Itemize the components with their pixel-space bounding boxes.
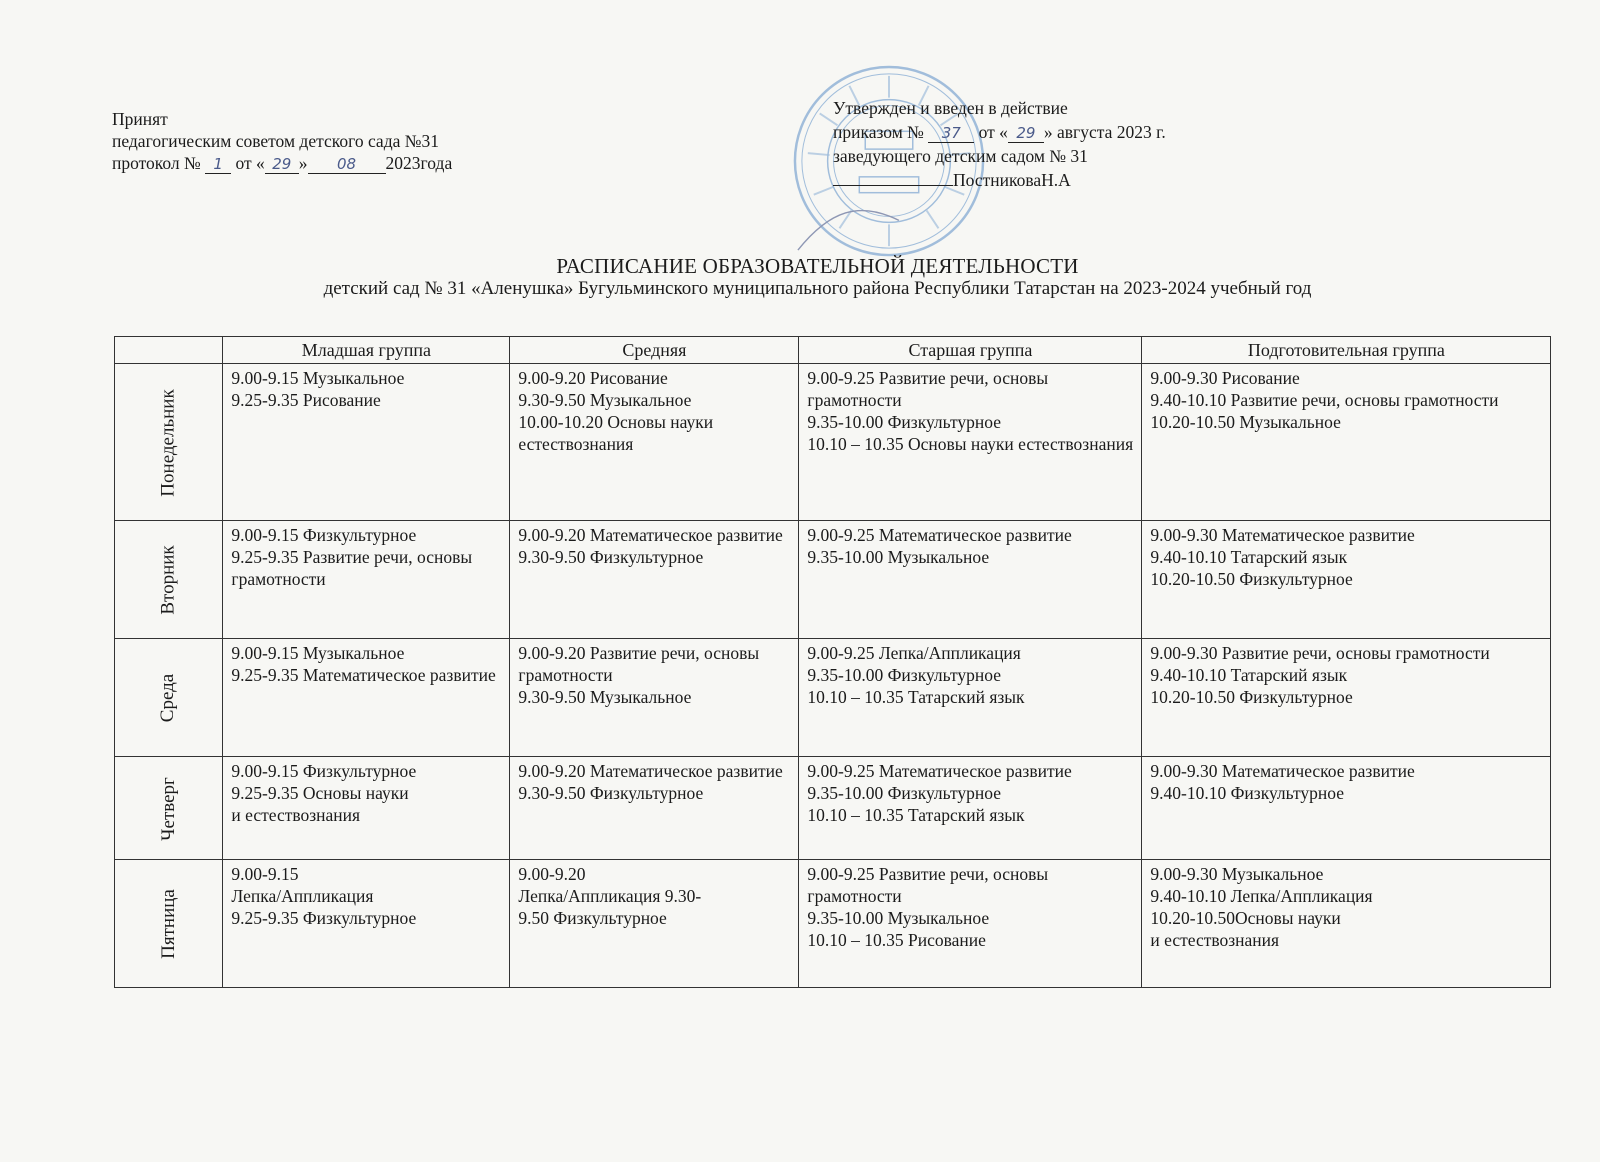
schedule-cell-thursday-middle xyxy=(510,757,799,860)
schedule-cell-friday-senior xyxy=(799,860,1142,988)
schedule-cell-monday-junior xyxy=(223,364,510,521)
approval-right-line1: Утвержден и введен в действие xyxy=(833,98,1068,118)
schedule-cell-wednesday-preparatory xyxy=(1142,639,1551,757)
protocol-date-from: от « xyxy=(235,153,265,173)
schedule-cell-wednesday-junior xyxy=(223,639,510,757)
schedule-cell-tuesday-senior xyxy=(799,521,1142,639)
activity-line: 9.00-9.25 Математическое развитие xyxy=(807,525,1072,545)
activity-line: Лепка/Аппликация xyxy=(231,886,374,906)
activity-line: 9.30-9.50 Музыкальное xyxy=(518,390,692,410)
activity-line: 10.20-10.50Основы науки xyxy=(1150,908,1341,928)
activity-line: 9.00-9.25 Лепка/Аппликация xyxy=(807,643,1021,663)
schedule-cell-wednesday-middle xyxy=(510,639,799,757)
table-row xyxy=(115,860,1551,988)
schedule-cell-thursday-senior xyxy=(799,757,1142,860)
schedule-cell-tuesday-middle xyxy=(510,521,799,639)
activity-line: 9.00-9.25 Развитие речи, основы грамотности xyxy=(807,864,1049,906)
schedule-cell-thursday-junior xyxy=(223,757,510,860)
approval-block-right xyxy=(833,96,1166,192)
approval-right-line4 xyxy=(833,168,1166,192)
activity-line: 9.40-10.10 Татарский язык xyxy=(1150,665,1348,685)
activity-line: и естествознания xyxy=(1150,930,1280,950)
activity-line: 10.10 – 10.35 Основы науки естествознания xyxy=(807,434,1134,454)
activity-line: 9.00-9.30 Рисование xyxy=(1150,368,1300,388)
day-label: Пятница xyxy=(157,889,179,959)
activity-line: 9.00-9.25 Развитие речи, основы грамотности xyxy=(807,368,1049,410)
activity-line: 10.20-10.50 Музыкальное xyxy=(1150,412,1341,432)
header-preparatory-group: Подготовительная группа xyxy=(1142,337,1551,364)
schedule-cell-monday-senior xyxy=(799,364,1142,521)
protocol-day: 29 xyxy=(265,155,299,174)
activity-line: 9.50 Физкультурное xyxy=(518,908,667,928)
activity-line: 10.10 – 10.35 Татарский язык xyxy=(807,687,1025,707)
activity-line: 10.10 – 10.35 Татарский язык xyxy=(807,805,1025,825)
approval-left-line3 xyxy=(112,152,452,174)
day-label: Вторник xyxy=(157,545,179,615)
order-day: 29 xyxy=(1008,124,1044,143)
document-subtitle: детский сад № 31 «Аленушка» Бугульминского муниципального района Республики Татарстан на 2023-2024 учебный год xyxy=(323,278,1312,299)
activity-line: 9.30-9.50 Музыкальное xyxy=(518,687,692,707)
activity-line: 9.40-10.10 Физкультурное xyxy=(1150,783,1344,803)
schedule-cell-monday-preparatory xyxy=(1142,364,1551,521)
activity-line: 9.35-10.00 Физкультурное xyxy=(807,412,1001,432)
activity-line: 9.00-9.20 Математическое развитие xyxy=(518,761,783,781)
activity-line: 9.00-9.25 Математическое развитие xyxy=(807,761,1072,781)
header-junior-group: Младшая группа xyxy=(223,337,510,364)
activity-line: 9.25-9.35 Рисование xyxy=(231,390,381,410)
signature-line xyxy=(833,169,953,186)
activity-line: 9.35-10.00 Музыкальное xyxy=(807,908,990,928)
activity-line: 10.20-10.50 Физкультурное xyxy=(1150,569,1353,589)
activity-line: 9.00-9.15 xyxy=(231,864,299,884)
approval-left-line2: педагогическим советом детского сада №31 xyxy=(112,131,439,151)
activity-line: 9.40-10.10 Развитие речи, основы грамотности xyxy=(1150,390,1499,410)
day-cell-friday xyxy=(115,860,223,988)
approval-left-line1: Принят xyxy=(112,109,168,129)
schedule-cell-monday-middle xyxy=(510,364,799,521)
table-header-row xyxy=(115,337,1551,364)
schedule-cell-friday-middle xyxy=(510,860,799,988)
order-number: 37 xyxy=(928,124,974,143)
activity-line: 9.00-9.20 Рисование xyxy=(518,368,668,388)
activity-line: 10.00-10.20 Основы науки естествознания xyxy=(518,412,714,454)
day-label: Понедельник xyxy=(157,388,179,497)
activity-line: 9.00-9.30 Музыкальное xyxy=(1150,864,1324,884)
header-day-column xyxy=(115,337,223,364)
header-senior-group: Старшая группа xyxy=(799,337,1142,364)
order-date-from: от « xyxy=(978,122,1008,142)
activity-line: 9.00-9.20 xyxy=(518,864,586,884)
header-middle-group: Средняя xyxy=(510,337,799,364)
schedule-cell-thursday-preparatory xyxy=(1142,757,1551,860)
activity-line: 9.35-10.00 Физкультурное xyxy=(807,783,1001,803)
approval-right-line3: заведующего детским садом № 31 xyxy=(833,146,1088,166)
day-label: Четверг xyxy=(157,776,179,841)
activity-line: 9.35-10.00 Физкультурное xyxy=(807,665,1001,685)
schedule-cell-tuesday-preparatory xyxy=(1142,521,1551,639)
table-row xyxy=(115,757,1551,860)
table-row xyxy=(115,364,1551,521)
table-row xyxy=(115,521,1551,639)
activity-line: 9.00-9.20 Математическое развитие xyxy=(518,525,783,545)
activity-line: 10.10 – 10.35 Рисование xyxy=(807,930,986,950)
day-cell-tuesday xyxy=(115,521,223,639)
protocol-year: 2023года xyxy=(385,153,453,173)
activity-line: и естествознания xyxy=(231,805,361,825)
approval-right-line2 xyxy=(833,120,1166,144)
activity-line: 10.20-10.50 Физкультурное xyxy=(1150,687,1353,707)
activity-line: 9.00-9.30 Развитие речи, основы грамотности xyxy=(1150,643,1490,663)
protocol-label: протокол № xyxy=(112,153,201,173)
table-row xyxy=(115,639,1551,757)
activity-line: 9.30-9.50 Физкультурное xyxy=(518,547,704,567)
activity-line: 9.00-9.15 Музыкальное xyxy=(231,643,405,663)
activity-line: Лепка/Аппликация 9.30- xyxy=(518,886,702,906)
order-label: приказом № xyxy=(833,122,924,142)
signer-name: ПостниковаН.А xyxy=(953,170,1071,190)
activity-line: 9.25-9.35 Математическое развитие xyxy=(231,665,496,685)
activity-line: 9.00-9.30 Математическое развитие xyxy=(1150,525,1415,545)
protocol-number: 1 xyxy=(205,155,231,174)
schedule-cell-wednesday-senior xyxy=(799,639,1142,757)
day-cell-monday xyxy=(115,364,223,521)
activity-line: 9.00-9.30 Математическое развитие xyxy=(1150,761,1415,781)
protocol-month-sep: » xyxy=(298,153,308,173)
activity-line: 9.00-9.15 Физкультурное xyxy=(231,761,417,781)
schedule-table-body xyxy=(115,364,1551,988)
schedule-cell-friday-junior xyxy=(223,860,510,988)
activity-line: 9.35-10.00 Музыкальное xyxy=(807,547,990,567)
activity-line: 9.40-10.10 Лепка/Аппликация xyxy=(1150,886,1373,906)
activity-line: 9.25-9.35 Физкультурное xyxy=(231,908,417,928)
activity-line: 9.00-9.15 Физкультурное xyxy=(231,525,417,545)
schedule-cell-tuesday-junior xyxy=(223,521,510,639)
activity-line: 9.25-9.35 Развитие речи, основы грамотности xyxy=(231,547,473,589)
order-date-rest: » августа 2023 г. xyxy=(1043,122,1166,142)
schedule-table xyxy=(114,336,1551,988)
activity-line: 9.30-9.50 Физкультурное xyxy=(518,783,704,803)
day-cell-thursday xyxy=(115,757,223,860)
activity-line: 9.00-9.15 Музыкальное xyxy=(231,368,405,388)
activity-line: 9.40-10.10 Татарский язык xyxy=(1150,547,1348,567)
approval-block-left xyxy=(112,108,452,174)
day-label: Среда xyxy=(157,673,179,723)
activity-line: 9.00-9.20 Развитие речи, основы грамотности xyxy=(518,643,760,685)
activity-line: 9.25-9.35 Основы науки xyxy=(231,783,409,803)
protocol-month: 08 xyxy=(308,155,386,174)
document-title: РАСПИСАНИЕ ОБРАЗОВАТЕЛЬНОЙ ДЕЯТЕЛЬНОСТИ xyxy=(556,254,1079,278)
schedule-cell-friday-preparatory xyxy=(1142,860,1551,988)
day-cell-wednesday xyxy=(115,639,223,757)
